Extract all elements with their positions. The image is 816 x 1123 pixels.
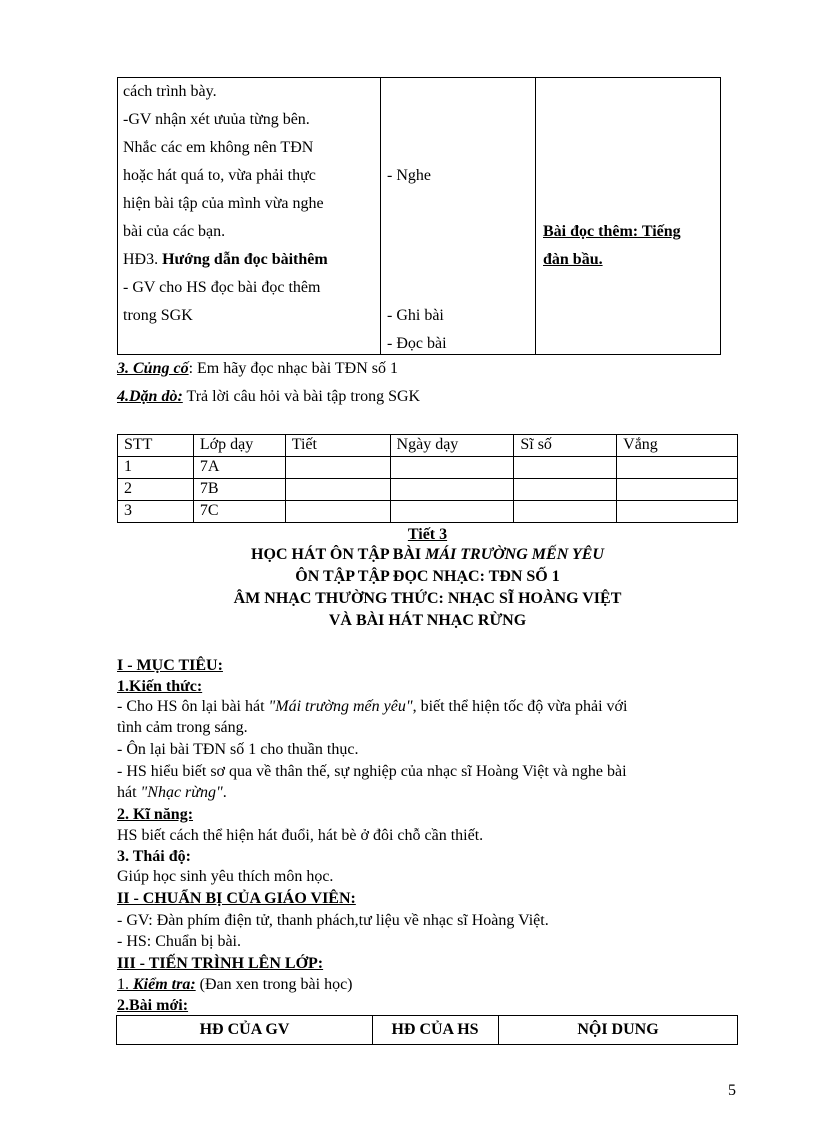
k3-song: "Nhạc rừng" — [140, 784, 223, 801]
table-cell — [390, 479, 514, 501]
table-row — [118, 501, 738, 523]
knowledge-line-1 — [117, 697, 738, 717]
activity-table — [117, 77, 721, 355]
table-cell — [617, 457, 738, 479]
table-cell — [514, 479, 617, 501]
table-header: Lớp dạy — [193, 435, 285, 457]
lesson-title-2: ÔN TẬP TẬP ĐỌC NHẠC: TĐN SỐ 1 — [295, 568, 560, 585]
table-cell: 7A — [193, 457, 285, 479]
preparation-hs: - HS: Chuẩn bị bài. — [117, 933, 241, 950]
table-header: HĐ CỦA GV — [117, 1016, 373, 1044]
lesson-title-3: ÂM NHẠC THƯỜNG THỨC: NHẠC SĨ HOÀNG VIỆT — [233, 590, 622, 607]
hd3-prefix: HĐ3. — [123, 251, 163, 268]
knowledge-line-3: - Ôn lại bài TĐN số 1 cho thuần thục. — [117, 741, 359, 758]
student-activity-cell — [380, 77, 536, 355]
procedure-table — [116, 1015, 738, 1045]
new-lesson-heading: 2.Bài mới: — [117, 997, 189, 1014]
table-cell — [617, 479, 738, 501]
gv-line: Nhắc các em không nên TĐN — [123, 139, 314, 156]
table-header-row — [118, 435, 738, 457]
consolidate-line — [117, 359, 398, 379]
gv-line: hiện bài tập của mình vừa nghe — [123, 195, 324, 212]
consolidate-label: 3. Củng cố — [117, 360, 189, 377]
gv-line: trong SGK — [123, 307, 193, 324]
period-title: Tiết 3 — [407, 526, 448, 543]
knowledge-heading: 1.Kiến thức: — [117, 678, 203, 695]
check-line — [117, 975, 353, 995]
table-row — [118, 457, 738, 479]
lesson-title-4: VÀ BÀI HÁT NHẠC RỪNG — [328, 612, 527, 629]
skills-text: HS biết cách thể hiện hát đuổi, hát bè ở đôi chỗ cần thiết. — [117, 827, 484, 844]
table-cell — [285, 457, 390, 479]
table-cell — [390, 457, 514, 479]
table-header: Ngày dạy — [390, 435, 514, 457]
homework-label: 4.Dặn dò: — [117, 388, 183, 405]
teacher-activity-cell — [117, 77, 381, 355]
gv-line: hoặc hát quá to, vừa phải thực — [123, 167, 316, 184]
table-cell — [617, 501, 738, 523]
check-label: Kiểm tra: — [133, 976, 196, 993]
title-prefix: HỌC HÁT ÔN TẬP BÀI — [251, 546, 426, 563]
preparation-gv: - GV: Đàn phím điện tử, thanh phách,tư liệu về nhạc sĩ Hoàng Việt. — [117, 912, 549, 929]
table-cell: 3 — [118, 501, 194, 523]
table-header: NỘI DUNG — [577, 1021, 659, 1038]
gv-line: cách trình bày. — [123, 83, 217, 100]
knowledge-line-5 — [117, 783, 227, 803]
schedule-table — [117, 434, 738, 523]
table-header: STT — [118, 435, 194, 457]
procedure-heading: III - TIẾN TRÌNH LÊN LỚP: — [117, 955, 324, 972]
table-cell: 7C — [193, 501, 285, 523]
check-num: 1. — [117, 976, 133, 993]
k1-a: - Cho HS ôn lại bài hát — [117, 698, 269, 715]
gv-line: - GV cho HS đọc bài đọc thêm — [123, 279, 321, 296]
k3-c: . — [222, 784, 227, 801]
gv-line: bài của các bạn. — [123, 223, 226, 240]
table-cell: 7B — [193, 479, 285, 501]
table-header: Tiết — [285, 435, 390, 457]
table-cell: 2 — [118, 479, 194, 501]
table-cell — [514, 457, 617, 479]
table-header: HĐ CỦA HS — [372, 1016, 499, 1044]
k3-b: hát — [117, 784, 141, 801]
homework-text: Trả lời câu hỏi và bài tập trong SGK — [182, 388, 421, 405]
table-cell: 1 — [118, 457, 194, 479]
consolidate-text: : Em hãy đọc nhạc bài TĐN số 1 — [188, 360, 399, 377]
knowledge-line-4: - HS hiểu biết sơ qua về thân thế, sự nghiệp của nhạc sĩ Hoàng Việt và nghe bài — [117, 763, 627, 780]
attitude-heading: 3. Thái độ: — [117, 848, 191, 865]
title-song: MÁI TRƯỜNG MẾN YÊU — [425, 546, 604, 563]
table-cell — [285, 479, 390, 501]
gv-line: -GV nhận xét ưuủa từng bên. — [123, 111, 310, 128]
table-header: Vắng — [617, 435, 738, 457]
objectives-heading: I - MỤC TIÊU: — [117, 657, 223, 674]
table-cell — [285, 501, 390, 523]
homework-line — [117, 387, 420, 407]
preparation-heading: II - CHUẨN BỊ CỦA GIÁO VIÊN: — [117, 890, 356, 907]
k1-b: , biết thể hiện tốc độ vừa phải với — [412, 698, 628, 715]
knowledge-line-2: tình cảm trong sáng. — [117, 719, 248, 736]
hd3-line — [123, 246, 328, 274]
hs-read: - Đọc bài — [387, 335, 447, 352]
content-line: đàn bầu. — [543, 251, 603, 268]
table-cell — [390, 501, 514, 523]
page-number: 5 — [728, 1082, 736, 1099]
check-text: (Đan xen trong bài học) — [195, 976, 353, 993]
skills-heading: 2. Kĩ năng: — [117, 806, 194, 823]
hd3-title: Hướng dẫn đọc bàithêm — [162, 251, 328, 268]
table-cell — [514, 501, 617, 523]
table-header: Sĩ số — [514, 435, 617, 457]
hs-note: - Ghi bài — [387, 307, 444, 324]
attitude-text: Giúp học sinh yêu thích môn học. — [117, 868, 334, 885]
content-cell — [535, 77, 721, 355]
hs-listen: - Nghe — [387, 167, 431, 184]
lesson-title-1 — [117, 546, 738, 564]
table-row — [118, 479, 738, 501]
k1-song: "Mái trường mến yêu" — [268, 698, 413, 715]
content-line: Bài đọc thêm: Tiếng — [543, 223, 681, 240]
